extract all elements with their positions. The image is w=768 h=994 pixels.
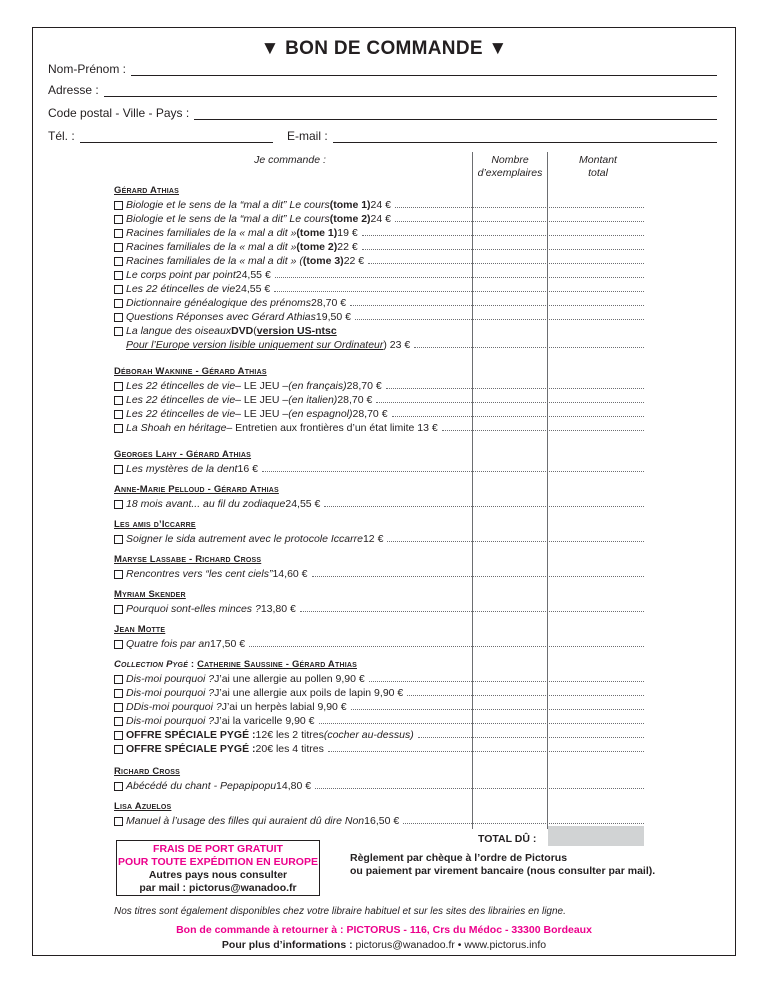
order-row[interactable]: OFFRE SPÉCIALE PYGÉ : 20€ les 4 titres — [114, 742, 644, 755]
address-label: Adresse : — [48, 83, 99, 97]
order-row[interactable]: Abécédé du chant - Pepapipopu 14,80 € — [114, 779, 644, 792]
section-skender: Myriam Skender — [114, 589, 186, 600]
order-row[interactable]: DDis-moi pourquoi ? J’ai un herpès labial 9,90 € — [114, 700, 644, 713]
checkbox[interactable] — [114, 396, 123, 405]
order-row[interactable]: OFFRE SPÉCIALE PYGÉ : 12€ les 2 titres (cocher au-dessus) — [114, 728, 644, 741]
checkbox[interactable] — [114, 640, 123, 649]
checkbox[interactable] — [114, 703, 123, 712]
return-address: Bon de commande à retourner à : PICTORUS - 116, Crs du Médoc - 33300 Bordeaux — [176, 924, 592, 936]
order-row[interactable]: Rencontres vers “les cent ciels” 14,60 € — [114, 567, 644, 580]
section-athias: Gérard Athias — [114, 185, 180, 196]
amount-column-header: Montant total — [579, 154, 617, 179]
shipping-info-box: FRAIS DE PORT GRATUIT POUR TOUTE EXPÉDITION EN EUROPE Autres pays nous consulter par mail : pictorus@wanadoo.fr — [116, 840, 320, 896]
order-row[interactable]: Dis-moi pourquoi ? J’ai une allergie aux poils de lapin 9,90 € — [114, 686, 644, 699]
postal-line[interactable] — [194, 108, 717, 120]
order-row[interactable]: Le corps point par point 24,55 € — [114, 268, 644, 281]
email-field[interactable] — [287, 129, 717, 143]
section-waknine: Déborah Waknine - Gérard Athias — [114, 366, 267, 377]
postal-label: Code postal - Ville - Pays : — [48, 106, 190, 120]
order-row[interactable]: Soigner le sida autrement avec le protocole Iccarre 12 € — [114, 532, 644, 545]
checkbox[interactable] — [114, 782, 123, 791]
order-row[interactable]: La langue des oiseaux DVD ( version US-ntsc — [114, 324, 644, 337]
checkbox[interactable] — [114, 410, 123, 419]
order-row[interactable]: Biologie et le sens de la “mal a dit” Le cours (tome 2) 24 € — [114, 212, 644, 225]
payment-info: Règlement par chèque à l’ordre de Pictorus ou paiement par virement bancaire (nous consulter par mail). — [350, 852, 656, 877]
checkbox[interactable] — [114, 731, 123, 740]
checkbox[interactable] — [114, 382, 123, 391]
address-field[interactable] — [48, 83, 717, 97]
quantity-column-header: Nombre d’exemplaires — [477, 154, 543, 179]
order-row[interactable]: Les 22 étincelles de vie – LE JEU – (en français) 28,70 € — [114, 379, 644, 392]
order-row[interactable]: Quatre fois par an 17,50 € — [114, 637, 644, 650]
checkbox[interactable] — [114, 201, 123, 210]
postal-field[interactable] — [48, 106, 717, 120]
checkbox[interactable] — [114, 285, 123, 294]
total-amount-field[interactable] — [548, 826, 644, 846]
order-row[interactable]: Les mystères de la dent 16 € — [114, 462, 644, 475]
section-pelloud: Anne-Marie Pelloud - Gérard Athias — [114, 484, 279, 495]
checkbox[interactable] — [114, 327, 123, 336]
order-row[interactable]: Pourquoi sont-elles minces ? 13,80 € — [114, 602, 644, 615]
order-row[interactable]: Les 22 étincelles de vie – LE JEU – (en espagnol) 28,70 € — [114, 407, 644, 420]
contact-info: Pour plus d’informations : pictorus@wanadoo.fr • www.pictorus.info — [221, 939, 547, 951]
section-lassabe: Maryse Lassabe - Richard Cross — [114, 554, 262, 565]
checkbox[interactable] — [114, 535, 123, 544]
page-title: ▼ BON DE COMMANDE ▼ — [260, 38, 508, 59]
section-cross: Richard Cross — [114, 766, 181, 777]
order-row-continued[interactable]: Pour l’Europe version lisible uniquement sur Ordinateur ) 23 € — [126, 338, 644, 351]
section-pyge: Collection Pygé : Catherine Saussine - Gérard Athias — [114, 659, 357, 670]
order-row[interactable]: Les 22 étincelles de vie 24,55 € — [114, 282, 644, 295]
order-column-header: Je commande : — [254, 154, 326, 166]
tel-label: Tél. : — [48, 129, 75, 143]
tel-line[interactable] — [80, 131, 273, 143]
order-row[interactable]: Racines familiales de la « mal a dit » (tome 2) 22 € — [114, 240, 644, 253]
order-row[interactable]: La Shoah en héritage – Entretien aux frontières d’un état limite 13 € — [114, 421, 644, 434]
availability-note: Nos titres sont également disponibles chez votre libraire habituel et sur les sites des librairies en ligne. — [114, 906, 566, 917]
checkbox[interactable] — [114, 313, 123, 322]
order-row[interactable]: Dis-moi pourquoi ? J’ai la varicelle 9,90 € — [114, 714, 644, 727]
email-label: E-mail : — [287, 129, 328, 143]
order-row[interactable]: Biologie et le sens de la “mal a dit” Le cours (tome 1) 24 € — [114, 198, 644, 211]
order-row[interactable]: Racines familiales de la « mal a dit » (tome 1) 19 € — [114, 226, 644, 239]
order-row[interactable]: Les 22 étincelles de vie – LE JEU – (en italien) 28,70 € — [114, 393, 644, 406]
checkbox[interactable] — [114, 243, 123, 252]
order-row[interactable]: Questions Réponses avec Gérard Athias 19,50 € — [114, 310, 644, 323]
checkbox[interactable] — [114, 675, 123, 684]
checkbox[interactable] — [114, 271, 123, 280]
checkbox[interactable] — [114, 299, 123, 308]
checkbox[interactable] — [114, 570, 123, 579]
checkbox[interactable] — [114, 229, 123, 238]
section-azuelos: Lisa Azuelos — [114, 801, 172, 812]
checkbox[interactable] — [114, 745, 123, 754]
checkbox[interactable] — [114, 689, 123, 698]
order-row[interactable]: Dictionnaire généalogique des prénoms 28,70 € — [114, 296, 644, 309]
checkbox[interactable] — [114, 257, 123, 266]
checkbox[interactable] — [114, 605, 123, 614]
checkbox[interactable] — [114, 717, 123, 726]
address-line[interactable] — [104, 85, 717, 97]
checkbox[interactable] — [114, 465, 123, 474]
order-row[interactable]: Manuel à l’usage des filles qui auraient dû dire Non 16,50 € — [114, 814, 644, 827]
order-row[interactable]: 18 mois avant... au fil du zodiaque 24,55 € — [114, 497, 644, 510]
order-row[interactable]: Dis-moi pourquoi ? J’ai une allergie au pollen 9,90 € — [114, 672, 644, 685]
total-label: TOTAL DÛ : — [478, 833, 537, 845]
checkbox[interactable] — [114, 424, 123, 433]
checkbox[interactable] — [114, 500, 123, 509]
tel-field[interactable] — [48, 129, 273, 143]
email-line[interactable] — [333, 131, 717, 143]
checkbox[interactable] — [114, 215, 123, 224]
checkbox[interactable] — [114, 817, 123, 826]
name-field[interactable] — [48, 62, 717, 76]
name-label: Nom-Prénom : — [48, 62, 127, 76]
name-line[interactable] — [131, 64, 717, 76]
section-lahy: Georges Lahy - Gérard Athias — [114, 449, 252, 460]
section-motte: Jean Motte — [114, 624, 166, 635]
section-iccarre: Les amis d’Iccarre — [114, 519, 196, 530]
order-row[interactable]: Racines familiales de la « mal a dit » ( (tome 3) 22 € — [114, 254, 644, 267]
